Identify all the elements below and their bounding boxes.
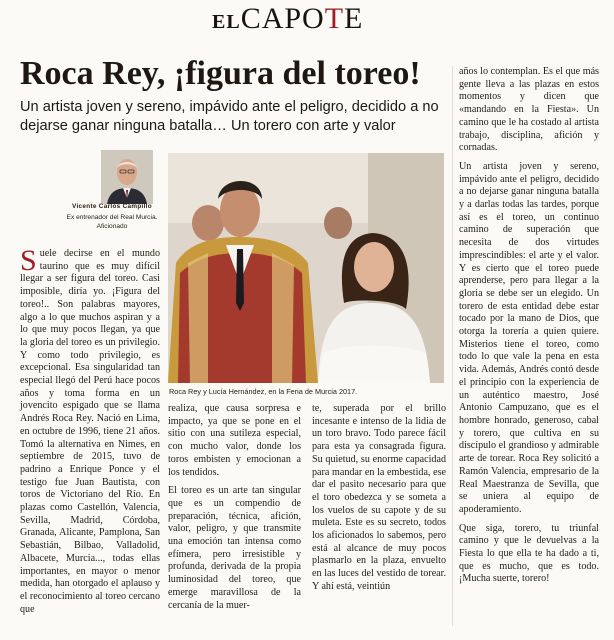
masthead-el: EL: [212, 11, 241, 33]
author-photo: [101, 150, 153, 204]
main-photo: [168, 153, 444, 383]
author-portrait-icon: [101, 150, 153, 204]
paragraph: El toreo es un arte tan singular que es un compendio de preparación, técnica, afición, valor, peligro, y que transmite una emoción tan intensa como efímera, pero irresistible y profunda, derivada de la propia luminosidad del toreo, que emerge maravillosa de la cercanía de la muer-: [168, 485, 301, 611]
paragraph-lead: uele decirse en el mundo taurino que es muy difícil llegar a ser figura del toreo. Casi imposible, diría yo. ¡Figura del toreo!.. Son palabras mayores, algo a lo que muchos aspiran y a lo que muy pocos llegan, ya que la gloria del toreo es un privilegio. Y como todo privilegio, es excepcional. Esa singularidad tan especial llegó del Perú hace pocos años y toma forma en un jovencito espigado que se llama Andrés Roca Rey. Nació en Lima, en octubre de 1996, tiene 21 años. Tomó la alternativa en Nimes, en septiembre de 2015, tuvo de padrino a Enrique Ponce y el testigo fue Juan Bautista, con toros de Victoriano del Río. En plazas como Castellón, Valencia, Sevilla, Madrid, Córdoba, Granada, Alicante, Pamplona, San Sebastián, Bilbao, Valladolid, Albacete, Murcia..., todas ellas importantes, en mayor o menor medida, han otorgado el aplauso y el reconocimiento al toreo cercano que: [20, 248, 160, 615]
matador-photo-icon: [168, 153, 444, 383]
drop-cap: S: [20, 244, 37, 277]
paragraph: años lo contemplan. Es el que más gente lleva a las plazas en estos momentos y dicen que «mandando en la Fiesta». Un camino que le ha costado al artista trabajo, disciplina, afición y cornadas.: [459, 66, 599, 154]
masthead-capo: CAPO: [240, 2, 325, 35]
article-headline: Roca Rey, ¡figura del toreo!: [20, 55, 421, 92]
masthead-logo: [212, 2, 392, 38]
article-column-4: [459, 66, 599, 592]
author-role: Ex entrenador del Real Murcia. Aficionado: [66, 214, 158, 230]
paragraph: Un artista joven y sereno, impávido ante el peligro, decidido a no dejarse ganar ninguna batalla y a darlas todas las tardes, porque así es el toreo, un continuo camino de superación que necesita de dos virtudes imprescindibles: el arte y el valor. Y es cierto que el toreo puede aprenderse, pero para llegar a la gloria se debe ser un elegido. Un torero de esta entidad debe estar tocado por la mano de Dios, que otorga la torería a quien quiere. Misterios tiene el toreo, como todo lo que vale la pena en esta vida. Además, Andrés contó desde el principio con la experiencia de un auténtico maestro, José Antonio Campuzano, que es el hombre honrado, generoso, cabal y torero, que cultiva en su discípulo el grandioso y admirable arte de torear. Roca Rey solicitó a Ramón Valencia, empresario de la Real Maestranza de Sevilla, que se uniera al equipo de apoderamiento.: [459, 160, 599, 515]
article-column-2: [168, 403, 301, 618]
masthead-t: T: [324, 2, 345, 35]
article-column-1: [20, 244, 160, 622]
masthead-e: E: [344, 2, 364, 35]
article-column-3: [312, 403, 446, 600]
paragraph: Que siga, torero, tu triunfal camino y que le devuelvas a la Fiesta lo que ella te ha dado a ti, que es mucho, que es todo. ¡Mucha suerte, torero!: [459, 522, 599, 585]
column-divider: [452, 66, 453, 626]
photo-caption: Roca Rey y Lucía Hernández, en la Feria de Murcia 2017.: [169, 387, 358, 396]
paragraph: realiza, que causa sorpresa e impacto, ya que se pone en el sitio con una sutileza especial, con mucho valor, donde los toros embisten y emocionan a los tendidos.: [168, 403, 301, 478]
author-name: Vicente Carlos Campillo: [72, 203, 152, 210]
paragraph: te, superada por el brillo incesante e intenso de la lidia de un toro bravo. Todo parece fácil para esta ya consagrada figura. Su quietud, su enorme capacidad para mandar en la embestida, ese dar el pasito necesario para que el toro obedezca y se someta a los vuelos de su capote y de su muleta. Este es su secreto, todos los aficionados lo sabemos, pero está al alcance de muy pocos plasmarlo en la plaza, envuelto en las luces del vestido de torear. Y ahí está, veintiún: [312, 403, 446, 592]
article-subtitle: Un artista joven y sereno, impávido ante el peligro, decidido a no dejarse ganar ninguna batalla… Un torero con arte y valor: [20, 99, 439, 134]
